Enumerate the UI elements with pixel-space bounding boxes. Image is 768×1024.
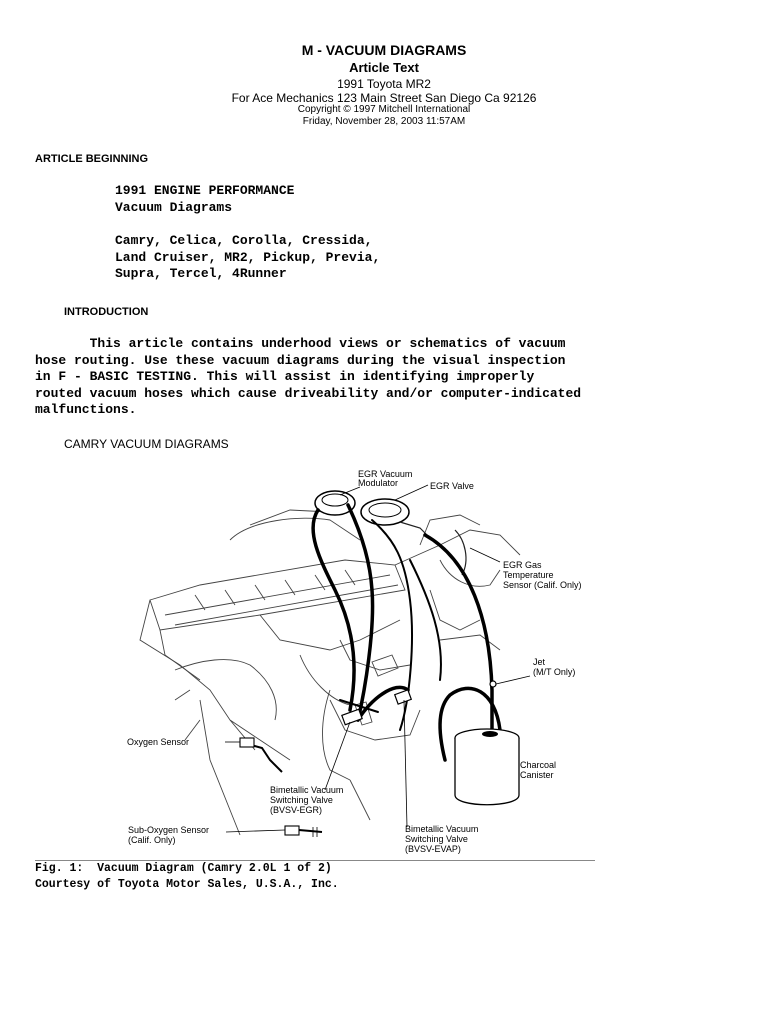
charcoal-canister bbox=[455, 729, 519, 805]
jet-fitting bbox=[490, 681, 496, 687]
jet-label: (M/T Only) bbox=[533, 667, 576, 677]
bvsv-evap-label: (BVSV-EVAP) bbox=[405, 844, 461, 854]
intro-line: routed vacuum hoses which cause driveability and/or computer-indicated bbox=[35, 385, 582, 401]
intro-line: This article contains underhood views or schematics of vacuum bbox=[35, 336, 566, 351]
datetime-line: Friday, November 28, 2003 11:57AM bbox=[302, 116, 466, 127]
sub-oxygen-sensor-label: (Calif. Only) bbox=[128, 835, 176, 845]
charcoal-canister-label: Canister bbox=[520, 770, 554, 780]
bvsv-egr-label: (BVSV-EGR) bbox=[270, 805, 323, 815]
egr-temp-sensor-label: EGR Gas bbox=[503, 560, 542, 570]
egr-vacuum-modulator-label: EGR Vacuum bbox=[358, 469, 413, 479]
vehicle-line: 1991 Toyota MR2 bbox=[337, 77, 431, 91]
bvsv-egr-label: Bimetallic Vacuum bbox=[270, 785, 344, 795]
bvsv-egr-label: Switching Valve bbox=[270, 795, 333, 805]
topic-line: Vacuum Diagrams bbox=[115, 200, 233, 215]
bvsv-evap-valve bbox=[395, 690, 412, 704]
section-title: CAMRY VACUUM DIAGRAMS bbox=[64, 437, 229, 451]
egr-valve-label: EGR Valve bbox=[430, 481, 474, 491]
egr-vacuum-modulator-label: Modulator bbox=[358, 478, 399, 488]
egr-vacuum-modulator bbox=[315, 491, 355, 515]
jet-label: Jet bbox=[533, 657, 546, 667]
intro-line: in F - BASIC TESTING. This will assist in identifying improperly bbox=[35, 369, 535, 384]
models-line: Camry, Celica, Corolla, Cressida, bbox=[115, 233, 373, 248]
intro-line: malfunctions. bbox=[35, 402, 137, 417]
sub-oxygen-sensor-label: Sub-Oxygen Sensor bbox=[128, 825, 210, 835]
oxygen-sensor-label: Oxygen Sensor bbox=[127, 737, 190, 747]
bvsv-egr-valve bbox=[342, 709, 362, 725]
oxygen-sensor-part bbox=[240, 738, 282, 772]
intro-line: hose routing. Use these vacuum diagrams during the visual inspection bbox=[35, 352, 566, 368]
bvsv-evap-label: Switching Valve bbox=[405, 834, 468, 844]
introduction-label: INTRODUCTION bbox=[64, 306, 149, 318]
article-beginning-label: ARTICLE BEGINNING bbox=[35, 153, 149, 165]
copyright-line: Copyright © 1997 Mitchell International bbox=[297, 104, 471, 115]
document-subtitle: Article Text bbox=[349, 60, 419, 75]
models-line: Land Cruiser, MR2, Pickup, Previa, bbox=[115, 249, 381, 265]
document-title: M - VACUUM DIAGRAMS bbox=[301, 42, 467, 58]
egr-temp-sensor-label: Sensor (Calif. Only) bbox=[503, 580, 582, 590]
charcoal-canister-label: Charcoal bbox=[520, 760, 557, 770]
egr-temp-sensor-label: Temperature bbox=[503, 570, 554, 580]
bvsv-evap-label: Bimetallic Vacuum bbox=[405, 824, 479, 834]
figure-caption: Fig. 1: Vacuum Diagram (Camry 2.0L 1 of 2) bbox=[35, 862, 332, 875]
engine-line: 1991 ENGINE PERFORMANCE bbox=[115, 183, 295, 198]
sub-oxygen-sensor-part bbox=[285, 826, 322, 837]
figure-credit: Courtesy of Toyota Motor Sales, U.S.A., Inc. bbox=[35, 878, 339, 891]
models-line: Supra, Tercel, 4Runner bbox=[115, 266, 287, 281]
for-line: For Ace Mechanics 123 Main Street San Diego Ca 92126 bbox=[231, 91, 537, 105]
vacuum-diagram-figure bbox=[0, 455, 768, 860]
